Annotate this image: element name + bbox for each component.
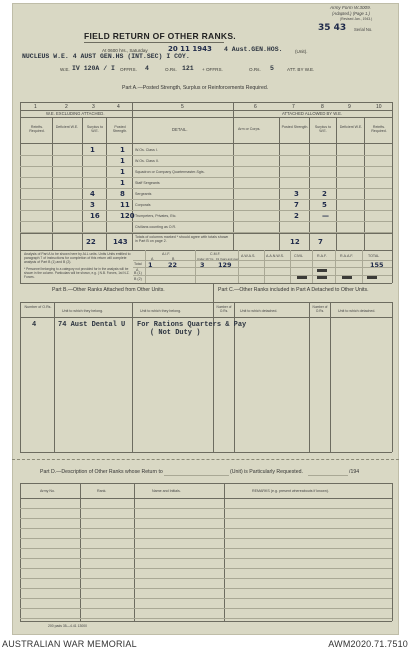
part-b-entry-note: ( Not Duty ) [150,329,201,337]
row-divider [20,155,392,156]
analysis-head-aanws: A.A.N.W.S. [266,254,284,258]
d-vleft [20,483,21,621]
row-posted-value: 120 [120,212,135,220]
part-d-head-army-no: Army No. [40,489,55,493]
row-r-surplus-value: 5 [322,201,327,209]
vline-c7 [309,117,310,250]
row-detail-label: Trumpeters, Privates, Etc. [135,214,177,218]
colnum-2: 2 [65,104,68,110]
row-posted-value: 8 [120,190,125,198]
head-deficient-right: Deficient W.E. [339,125,363,129]
att-by-we-label: ATT. BY W.E. [287,67,315,72]
part-b-title: Part B.—Other Ranks Attached from Other Units. [52,287,165,293]
row-detail-label: Corporals [135,203,151,207]
row-detail-label: W.Os. Class I. [135,148,158,152]
vline-c2 [82,117,83,250]
row-divider [20,199,392,200]
part-c-head-unit: Unit to which detached. [240,309,278,313]
vline-left [20,102,21,283]
analysis-val-c: 3 [200,261,205,269]
serial-number-label: Serial No. [354,27,373,32]
part-d-ruled-line [20,548,392,549]
blanked-cell [297,276,307,279]
row-r-surplus-value: — [322,212,329,220]
row-divider [20,210,392,211]
blanked-cell [367,276,377,279]
part-c-head-unit2: Unit to which detached. [338,309,376,313]
vline-c5 [233,102,234,250]
row-r-posted-value: 3 [294,190,299,198]
header-unit-prefix: 4 Aust.GEN.HOS. [224,46,283,53]
ors-label: O.Rs. [165,67,177,72]
ors-value: 121 [182,65,194,72]
aif-sub-b: B [172,257,175,261]
part-c-head-number2: Number of O.Rs. [312,305,328,313]
analysis-row-a: A [136,268,139,272]
head-surplus-left: Surplus to W.E. [86,125,104,133]
caption-institution: AUSTRALIAN WAR MEMORIAL [2,639,137,649]
plus-offrs-label: + OFFRS. [202,67,223,72]
row-detail-label: Sergeants [135,192,152,196]
title-underline [84,42,224,43]
form-sheet [12,3,399,635]
offrs-label: OFFRS. [120,67,137,72]
we-label: W.E. [60,67,70,72]
caption-accession: AWM2020.71.7510 [328,639,408,649]
part-d-date-blank [308,475,348,476]
print-note: 200 pads 35—4.41 13000 [48,624,88,628]
row-posted-value: 11 [120,201,130,209]
blanked-cell [342,276,352,279]
part-b-head-unit2: Unit to which they belong. [140,309,182,313]
header-time-label: At 0600 hrs., Saturday [102,48,148,53]
colnum-7: 7 [292,104,295,110]
head-detail: DETAIL. [172,127,188,132]
part-b-head-unit: Unit to which they belong. [62,309,104,313]
part-bc-head-divider [20,317,392,318]
part-bc-top [20,302,392,303]
head-arm-corps: Arm or Corps. [238,127,261,131]
total-posted: 143 [113,238,128,246]
d-v2 [134,483,135,621]
perforation-line [12,459,399,460]
part-d-ruled-line [20,518,392,519]
aif-sub-a: A [151,257,154,261]
colnum-10: 10 [376,104,382,110]
form-ref-line3: (Revised Jan., 1943.) [340,17,373,21]
offrs-value: 4 [145,65,149,72]
row-divider [20,221,392,222]
analysis-head-total: TOTAL [368,254,380,258]
part-d-top [20,483,392,484]
vline-c3 [106,117,107,250]
part-d-head-divider [20,498,392,499]
form-ref-line2: (Adapted.) (Page 1.) [332,11,370,16]
row-divider [20,166,392,167]
colnum-5: 5 [181,104,184,110]
colnum-3: 3 [92,104,95,110]
head-reinfts-left: Reinfts. Required. [29,125,45,133]
analysis-head-aif: A.I.F. [162,252,171,256]
part-c-head-number: Number of O.Rs. [216,305,232,313]
analysis-row-b1: B (1) [134,271,142,275]
form-title: FIELD RETURN OF OTHER RANKS. [84,31,236,41]
head-reinfts-right: Reinfts. Required. [371,125,387,133]
head-posted-left: Posted Strength. [112,125,128,133]
part-c-title: Part C.—Other Ranks included in Part A Detached to Other Units. [218,287,369,293]
row-detail-label: Staff Sergeants [135,181,160,185]
colnum-9: 9 [348,104,351,110]
part-d-ruled-line [20,578,392,579]
total-r-posted: 12 [290,238,300,246]
row-surplus-value: 1 [90,146,95,154]
analysis-head-cmf: C.M.F. [210,252,221,256]
row-r-posted-value: 2 [294,212,299,220]
vline-c8 [336,117,337,250]
row-posted-value: 1 [120,179,125,187]
cmf-sub-under19: Under 19 Yrs [197,257,214,261]
colnum-8: 8 [321,104,324,110]
vline-right [392,102,393,283]
header-unit-line: NUCLEUS W.E. 4 AUST GEN.HS (INT.SEC) I COY. [22,53,190,60]
vline-c6 [279,117,280,250]
part-b-entry-purpose: For Rations Quarters & Pay [137,321,247,329]
d-vright [392,483,393,621]
bc-vright [392,302,393,452]
row-detail-label: Civilians counting as O.R. [135,225,177,229]
part-d-ruled-line [20,598,392,599]
part-d-ruled-line [20,618,392,619]
row-posted-value: 1 [120,157,125,165]
analysis-head-raaf: R.A.A.F. [340,254,354,258]
cmf-sub-19over: 19 Years and over [216,257,239,261]
part-a-top-border [20,102,392,103]
we-value: IV 120A / I [72,65,115,72]
bc-vmid [213,283,214,452]
vline-c9 [364,117,365,250]
part-d-ruled-line [20,568,392,569]
analysis-head-civil: CIVIL [294,254,303,258]
analysis-val-a: 1 [148,261,153,269]
total-surplus: 22 [86,238,96,246]
blanked-cell [317,269,327,272]
bc-v2 [132,302,133,452]
part-a-title: Part A.—Posted Strength, Surplus or Reinforcements Required. [122,85,269,91]
part-a-bottom-border [20,283,392,284]
totals-bottom-divider [20,250,392,251]
attached-allowed-heading: ATTACHED ALLOWED BY W.E. [282,111,343,116]
row-divider [20,177,392,178]
part-d-head-rank: Rank. [97,489,107,493]
analysis-footnote: * Personnel belonging to a category not provided for in the analysis will be shown in the column. Particulars will be shown, e.g. ( N.B. Forces, 1st N.Z. Forces. [24,267,130,279]
analysis-head-awas: A.W.A.S. [241,254,256,258]
part-d-ruled-line [20,558,392,559]
ors2-label: O.Rs. [249,67,261,72]
d-v3 [224,483,225,621]
vline-c1 [52,117,53,250]
analysis-h3 [133,275,392,276]
analysis-val-total: 155 [370,261,384,269]
row-r-surplus-value: 2 [322,190,327,198]
bc-vleft [20,302,21,452]
colnum-4: 4 [117,104,120,110]
row-posted-value: 1 [120,168,125,176]
part-d-ruled-line [20,538,392,539]
part-b-entry-number: 4 [32,321,37,329]
head-surplus-right: Surplus to W.E. [314,125,332,133]
colnum-1: 1 [34,104,37,110]
row-surplus-value: 4 [90,190,95,198]
analysis-head-raf: R.A.F. [317,254,327,258]
part-d-title: Part D.—Description of Other Ranks whose Return to [40,469,163,475]
part-d-title-mid: (Unit) is Particularly Requested. [230,469,303,475]
part-d-head-remarks: REMARKS (e.g. present whereabouts if known). [252,489,329,493]
row-posted-value: 1 [120,146,125,154]
row-surplus-value: 16 [90,212,100,220]
row-divider [20,188,392,189]
part-b-entry-unit: 74 Aust Dental U [58,321,126,329]
analysis-val-b: 22 [168,261,178,269]
ors2-value: 5 [270,65,274,72]
colnum-6: 6 [254,104,257,110]
part-d-ruled-line [20,508,392,509]
part-d-title-end: /194 [349,469,360,475]
part-d-bottom [20,621,392,622]
row-surplus-value: 3 [90,201,95,209]
analysis-note: Analysis of Part A to be shown here by ALL units. Units Units entitled to paragraph 7 of instructions for completion of this return will complete analysis of Part B (1) and B (2). [24,252,131,264]
analysis-val-d: 129 [218,261,232,269]
part-d-ruled-line [20,588,392,589]
analysis-row-total: Total [134,262,142,266]
row-detail-label: Squadron or Company Quartermaster-Sgts. [135,170,205,174]
part-b-head-number: Number of O.Rs. [24,305,52,309]
row-detail-label: W.Os. Class II. [135,159,159,163]
bc-v1 [54,302,55,452]
total-r-surplus: 7 [318,238,323,246]
analysis-row-b2: B (2) [134,277,142,281]
header-unit-label: (Unit). [295,49,308,54]
part-bc-bottom [20,452,392,453]
head-posted-right: Posted Strength. [281,125,309,129]
vline-c4 [132,102,133,250]
we-excluding-heading: W.E. EXCLUDING ATTACHED. [46,111,105,116]
row-r-posted-value: 7 [294,201,299,209]
form-ref-line1: Army Form W.3009. [330,5,371,10]
serial-number-value: 35 43 [318,23,347,33]
part-d-ruled-line [20,608,392,609]
bc-v6 [330,302,331,452]
bc-v5 [309,302,310,452]
header-date: 20 11 1943 [168,45,212,53]
part-d-head-name: Name and Initials. [152,489,181,493]
blanked-cell [317,276,327,279]
part-d-ruled-line [20,528,392,529]
totals-note: Totals of columns marked * should agree with totals shown in Part B on page 2. [135,235,229,243]
part-d-unit-blank [164,475,229,476]
head-deficient-left: Deficient W.E. [55,125,79,129]
d-v1 [80,483,81,621]
row-divider [20,232,392,233]
